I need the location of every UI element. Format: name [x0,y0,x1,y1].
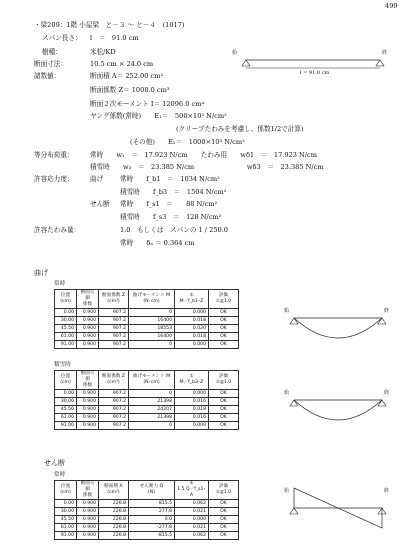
shear-normal-table [54,480,239,540]
table-row [55,317,239,325]
moment-of-inertia-value: 断面２次モーメント I＝ 12096.0 cm⁴ [90,100,205,108]
beam-title: ・梁209：1階 小屋梁 と－３ ～ と－４ (1017) [34,21,185,29]
table-row [55,532,239,540]
table-header-cell: 評価 ①≦1.0 [209,290,239,309]
table-cell: 0.900 [77,516,99,524]
table-cell: 18553 [129,325,175,333]
table-cell: 0.062 [175,532,209,540]
load-normal: 常時 w₁ ＝ 17.923 N/cm たわみ用 wδ1 ＝ 17.923 N/cm [90,151,317,159]
table-cell: 16400 [129,317,175,325]
shear-normal-caption: 常時 [54,472,66,478]
table-cell: 0 [129,309,175,317]
allowable-shear-snow: 積雪時 f_s3 ＝ 128 N/cm² [120,213,222,221]
table-cell: 0.00 [55,500,77,508]
area-value: 断面積 A＝ 252.00 cm² [90,72,164,80]
table-row [55,309,239,317]
table-cell: 0.00 [55,390,77,398]
table-cell: 0.900 [77,341,99,349]
table-cell: 0.900 [77,390,99,398]
table-cell: 0.016 [175,414,209,422]
beam-span-diagram [238,48,388,88]
bending-normal-end: 終 [384,308,390,314]
table-cell: 0.900 [77,309,99,317]
bending-snow-start: 始 [284,390,290,396]
table-cell: 0.900 [77,524,99,532]
table-cell: OK [209,516,239,524]
table-header-cell: ① M／f_b1･Z [175,290,209,309]
table-header-cell: 評価 ①≦1.0 [209,371,239,390]
table-cell: OK [209,325,239,333]
table-header-cell: ① M／f_b3･Z [175,371,209,390]
table-cell: -277.8 [129,524,175,532]
allowable-shear-label: せん断 [90,200,110,208]
table-cell: 21398 [129,398,175,406]
bending-snow-diagram [288,388,388,438]
table-header-row [55,481,239,500]
table-cell: 226.8 [99,508,129,516]
table-cell: 0.00 [55,309,77,317]
properties-label: 諸数値： [34,72,61,80]
table-cell: 907.2 [99,325,129,333]
allowable-shear-normal: 常時 f_s1 ＝ 88 N/cm² [120,200,218,208]
deflection-label: 許容たわみ量： [34,226,81,234]
table-header-cell: 断面欠損 係数 [77,371,99,390]
table-header-cell: 断面積 A (cm²) [99,481,129,500]
bending-normal-diagram [288,306,388,356]
table-row [55,516,239,524]
table-cell: 0.016 [175,398,209,406]
table-row [55,333,239,341]
span-value: l ＝ 91.0 cm [90,34,139,42]
table-cell: 907.2 [99,390,129,398]
table-cell: 91.00 [55,422,77,430]
table-cell: 0.900 [77,406,99,414]
table-cell: 30.00 [55,508,77,516]
beam-start-label: 始 [232,50,238,56]
table-cell: 0.900 [77,333,99,341]
table-row [55,398,239,406]
table-header-cell: 位置 (cm) [55,481,77,500]
table-cell: OK [209,309,239,317]
table-cell: -815.5 [129,532,175,540]
table-cell: OK [209,500,239,508]
table-row [55,508,239,516]
load-snow: 積雪時 w₃ ＝ 23.385 N/cm wδ3 ＝ 23.385 N/cm [90,163,324,171]
table-cell: OK [209,317,239,325]
table-cell: 907.2 [99,406,129,414]
table-cell: 0.900 [77,422,99,430]
table-cell: 0.000 [175,309,209,317]
table-cell: 815.5 [129,500,175,508]
table-cell: 907.2 [99,422,129,430]
shear-section-title: せん断 [44,459,65,467]
table-header-row [55,290,239,309]
section-size-value: 10.5 cm × 24.0 cm [90,60,154,68]
table-cell: 907.2 [99,317,129,325]
table-row [55,325,239,333]
table-cell: OK [209,524,239,532]
table-cell: 907.2 [99,309,129,317]
table-cell: 45.50 [55,325,77,333]
table-cell: 16400 [129,333,175,341]
table-cell: 45.50 [55,516,77,524]
table-cell: 907.2 [99,333,129,341]
section-modulus-value: 断面係数 Z＝ 1008.0 cm³ [90,86,170,94]
deflection-allow: 常時 δₐ ＝ 0.364 cm [120,239,195,247]
table-cell: 91.00 [55,341,77,349]
table-cell: OK [209,398,239,406]
table-cell: 0.021 [175,524,209,532]
allowable-bend-snow: 積雪時 f_b3 ＝ 1504 N/cm² [120,188,227,196]
table-cell: 0.900 [77,532,99,540]
table-header-cell: ① 1.5 Q／f_s1･A [175,481,209,500]
table-cell: 0 [129,422,175,430]
bending-normal-table [54,289,239,349]
allowable-bend-label: 曲げ [90,175,104,183]
table-header-cell: 曲げモーメント M (N･cm) [129,371,175,390]
table-cell: 0.900 [77,414,99,422]
table-cell: 0 [129,390,175,398]
page-number: 499 [385,2,398,10]
table-cell: 907.2 [99,414,129,422]
table-cell: 0.021 [175,508,209,516]
species-value: 米松/KD [90,48,116,56]
young-modulus-other: (その他) E₂＝ 1000×10³ N/cm² [130,138,245,146]
allowable-label: 許容応力度： [34,175,74,183]
beam-span-label: l = 91.0 cm [300,70,330,76]
table-row [55,341,239,349]
table-cell: 0.000 [175,516,209,524]
table-header-cell: 断面係数 Z (cm³) [99,371,129,390]
table-cell: 0 [129,341,175,349]
table-cell: 226.8 [99,524,129,532]
table-cell: 226.8 [99,532,129,540]
table-cell: 91.00 [55,532,77,540]
young-modulus-normal: ヤング係数(常時) E₁＝ 500×10³ N/cm² [90,112,227,120]
table-row [55,390,239,398]
shear-end: 終 [384,488,390,494]
table-cell: 0.900 [77,398,99,406]
table-row [55,500,239,508]
table-header-row [55,371,239,390]
table-cell: 0.062 [175,500,209,508]
table-header-cell: 曲げモーメント M (N･cm) [129,290,175,309]
table-cell: OK [209,532,239,540]
loads-label: 等分布荷重： [34,151,74,159]
table-cell: 24207 [129,406,175,414]
table-row [55,406,239,414]
beam-end-label: 終 [382,50,388,56]
bending-snow-caption: 積雪時 [54,362,71,368]
table-cell: 0.018 [175,317,209,325]
table-cell: 30.00 [55,398,77,406]
deflection-limit: 1.0 もしくは スパンの 1 / 250.0 [120,226,229,234]
table-cell: 0.900 [77,317,99,325]
bending-section-title: 曲げ [34,269,48,277]
table-cell: 45.50 [55,406,77,414]
table-cell: OK [209,422,239,430]
table-cell: 907.2 [99,341,129,349]
table-cell: 0.018 [175,406,209,414]
bending-snow-end: 終 [384,390,390,396]
table-cell: OK [209,333,239,341]
table-cell: 61.00 [55,524,77,532]
shear-diagram [288,484,388,534]
table-row [55,524,239,532]
table-header-cell: 評価 ①≦1.0 [209,481,239,500]
table-cell: 0.000 [175,390,209,398]
bending-normal-caption: 常時 [54,281,66,287]
table-row [55,414,239,422]
table-cell: 0.900 [77,500,99,508]
table-cell: 226.8 [99,516,129,524]
section-size-label: 断面寸法： [34,60,67,68]
table-cell: OK [209,390,239,398]
table-cell: 907.2 [99,398,129,406]
table-cell: 30.00 [55,317,77,325]
table-row [55,422,239,430]
table-cell: 0.900 [77,508,99,516]
table-cell: 21398 [129,414,175,422]
table-cell: 0.000 [175,341,209,349]
table-cell: 0.020 [175,325,209,333]
table-header-cell: 断面係数 Z (cm³) [99,290,129,309]
table-cell: 0.0 [129,516,175,524]
table-cell: OK [209,508,239,516]
table-header-cell: 位置 (cm) [55,290,77,309]
allowable-bend-normal: 常時 f_b1 ＝ 1034 N/cm² [120,175,220,183]
table-cell: 61.00 [55,414,77,422]
bending-snow-table [54,370,239,430]
table-header-cell: 断面欠損 係数 [77,290,99,309]
table-cell: OK [209,414,239,422]
table-cell: 61.00 [55,333,77,341]
table-cell: 0.900 [77,325,99,333]
table-header-cell: せん断力 Q (N) [129,481,175,500]
table-cell: OK [209,406,239,414]
table-cell: 0.018 [175,333,209,341]
shear-start: 始 [284,488,290,494]
span-label: スパン長さ： [42,34,82,42]
bending-normal-start: 始 [284,308,290,314]
creep-note: (クリープたわみを考慮し、係数1/2で計算) [176,125,304,133]
table-header-cell: 断面欠損 係数 [77,481,99,500]
table-cell: 0.000 [175,422,209,430]
species-label: 樹種： [42,48,62,56]
table-cell: 226.8 [99,500,129,508]
table-cell: OK [209,341,239,349]
table-header-cell: 位置 (cm) [55,371,77,390]
table-cell: 277.8 [129,508,175,516]
